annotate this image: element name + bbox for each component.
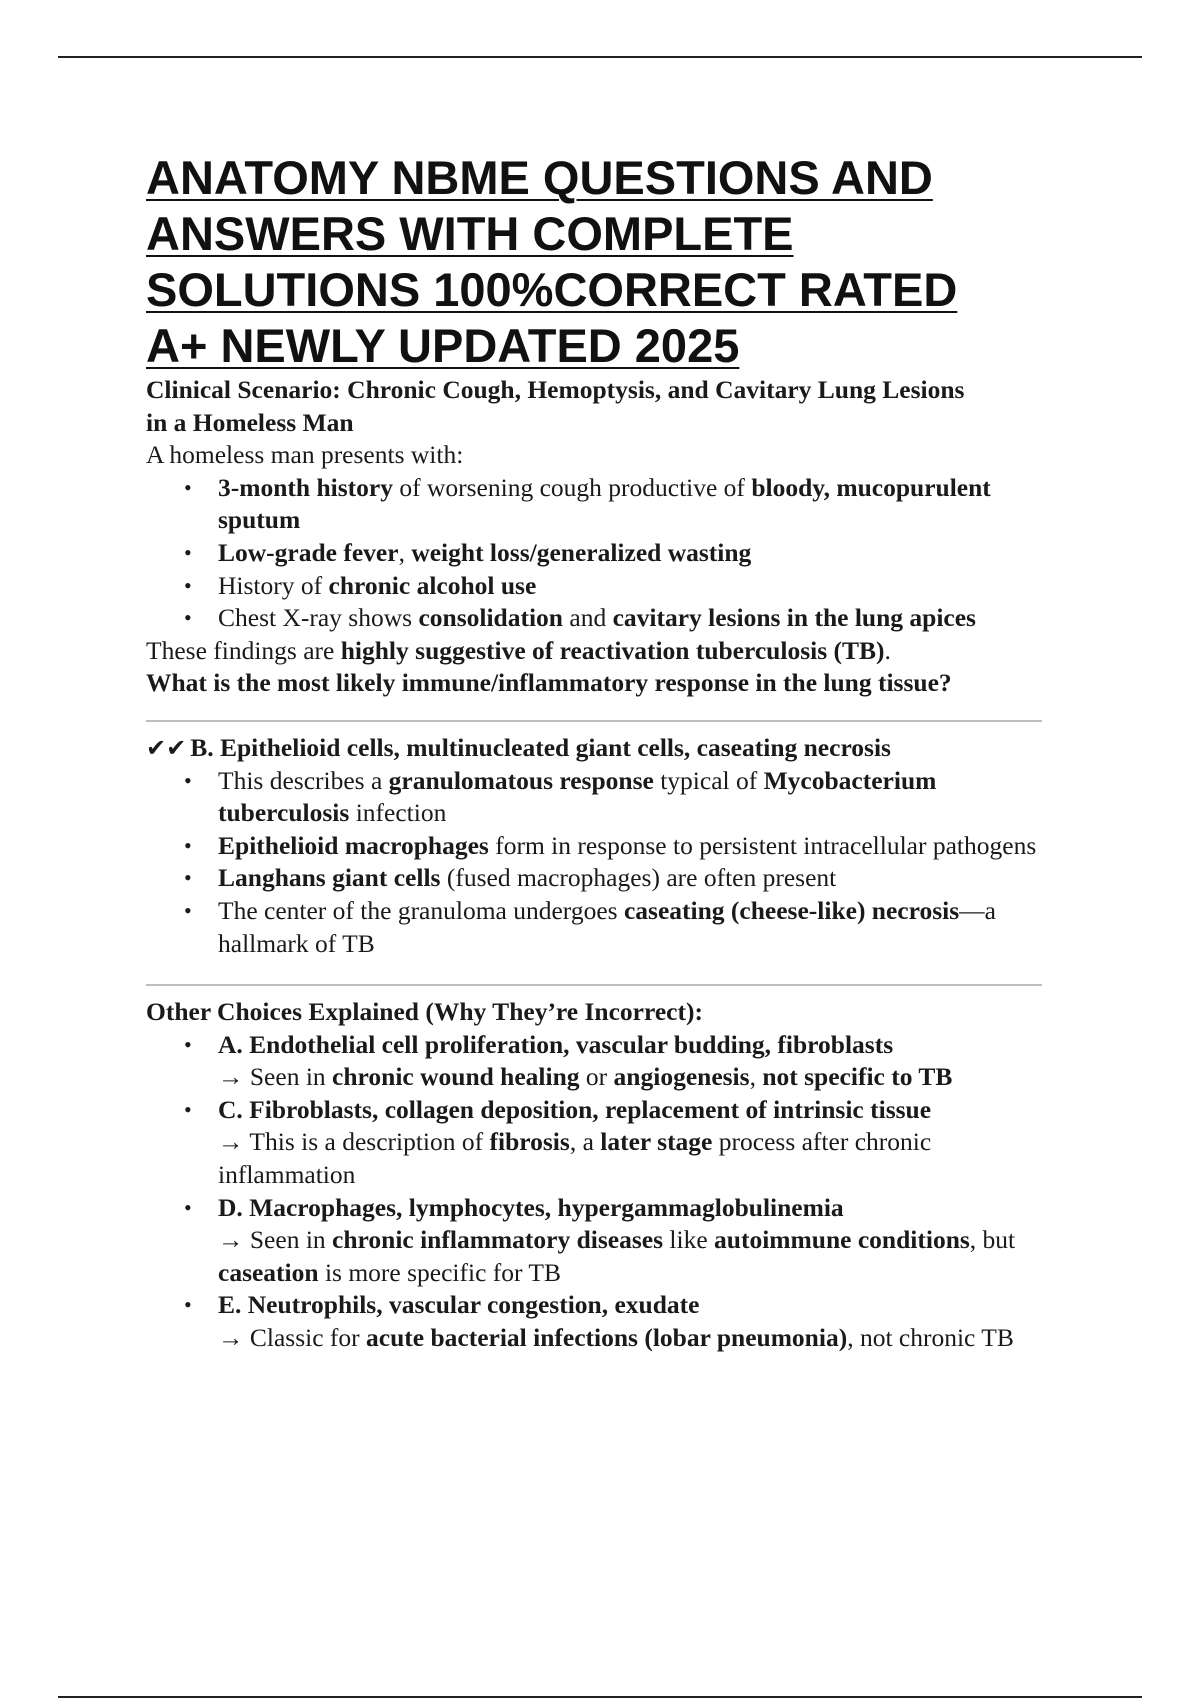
section-divider [146, 720, 1042, 722]
list-item: • Langhans giant cells (fused macrophages) are often present [146, 862, 1046, 895]
list-item: • C. Fibroblasts, collagen deposition, replacement of intrinsic tissue → This is a description of fibrosis, a later stage process after chronic inflammation [146, 1094, 1046, 1192]
page-bottom-rule [58, 1696, 1142, 1698]
symptom-list [146, 472, 1046, 635]
list-item: • A. Endothelial cell proliferation, vascular budding, fibroblasts → Seen in chronic wound healing or angiogenesis, not specific to TB [146, 1029, 1046, 1094]
list-item: • Low-grade fever, weight loss/generalized wasting [146, 537, 1046, 570]
answer-explanation-list [146, 765, 1046, 961]
double-check-icon: ✔✔ [146, 733, 187, 762]
list-item: • This describes a granulomatous response typical of Mycobacterium tuberculosis infection [146, 765, 1046, 830]
list-item: • The center of the granuloma undergoes caseating (cheese-like) necrosis—a hallmark of TB [146, 895, 1046, 960]
document-title: ANATOMY NBME QUESTIONS AND ANSWERS WITH COMPLETE SOLUTIONS 100%CORRECT RATED A+ NEWLY UPDATED 2025 [146, 151, 958, 372]
document-body [146, 374, 1046, 1355]
list-item: • E. Neutrophils, vascular congestion, exudate → Classic for acute bacterial infections (lobar pneumonia), not chronic TB [146, 1289, 1046, 1354]
other-choices-heading: Other Choices Explained (Why They’re Incorrect): [146, 997, 703, 1027]
page-top-rule [58, 56, 1142, 58]
list-item: • Chest X-ray shows consolidation and cavitary lesions in the lung apices [146, 602, 1046, 635]
section-divider [146, 984, 1042, 986]
list-item: • D. Macrophages, lymphocytes, hypergammaglobulinemia → Seen in chronic inflammatory diseases like autoimmune conditions, but caseation is more specific for TB [146, 1192, 1046, 1290]
scenario-heading: Clinical Scenario: Chronic Cough, Hemoptysis, and Cavitary Lung Lesions in a Homeless Man [146, 375, 965, 437]
list-item: • History of chronic alcohol use [146, 570, 1046, 603]
question-text: What is the most likely immune/inflammatory response in the lung tissue? [146, 668, 952, 698]
list-item: • Epithelioid macrophages form in response to persistent intracellular pathogens [146, 830, 1046, 863]
list-item: • 3-month history of worsening cough productive of bloody, mucopurulent sputum [146, 472, 1046, 537]
document-content [146, 150, 1046, 1355]
scenario-intro: A homeless man presents with: [146, 440, 464, 470]
findings-statement: These findings are highly suggestive of reactivation tuberculosis (TB). [146, 635, 891, 665]
other-choices-list [146, 1029, 1046, 1355]
correct-answer: ✔✔ B. Epithelioid cells, multinucleated giant cells, caseating necrosis [146, 732, 891, 762]
